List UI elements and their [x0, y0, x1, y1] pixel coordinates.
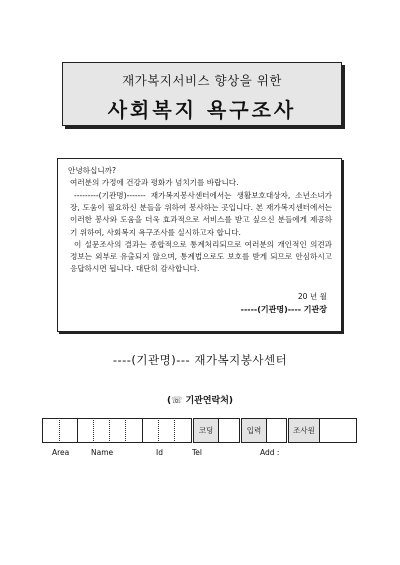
caption-area: Area — [52, 448, 70, 457]
letter-wish: 여러분의 가정에 건강과 평화가 넘치기를 바랍니다. — [70, 178, 239, 187]
caption-id: Id — [156, 448, 163, 457]
id-code-divider — [174, 418, 191, 441]
subtitle: 재가복지서비스 향상을 위한 — [122, 73, 282, 88]
input-label: 입력 — [241, 418, 267, 443]
area-code-divider — [59, 418, 76, 441]
letter-greeting: 안녕하십니까? — [68, 166, 117, 175]
caption-name: Name — [91, 448, 114, 457]
caption-tel: Tel — [192, 448, 203, 457]
surveyor-field[interactable] — [319, 418, 357, 443]
coding-field[interactable] — [218, 418, 240, 443]
caption-add: Add : — [260, 448, 280, 457]
name-code-divider — [109, 418, 126, 441]
contact-label: (☏ 기관연락처) — [166, 396, 234, 406]
page-title: 사회복지 욕구조사 — [107, 98, 297, 122]
letter-date: 20 년 월 — [297, 292, 327, 301]
letter-signature: -----(기관명)---- 기관장 — [240, 305, 327, 314]
name-code-divider — [125, 418, 142, 441]
letter-paragraph-2: 이 설문조사의 결과는 종합적으로 통계처리되므로 여러분의 개인적인 의견과 정보는 외부로 유출되지 않으며, 통계법으로도 보호를 받게 되므로 안심하시고 응답하시면 됩니다. 대단히 감사합니다. — [70, 239, 332, 274]
id-code-divider — [158, 418, 175, 441]
title-box — [62, 62, 342, 126]
input-field[interactable] — [266, 418, 287, 443]
cover-letter-box — [57, 158, 342, 332]
letter-body — [70, 190, 332, 275]
letter-paragraph-1: ---------(기관명)------- 재가복지봉사센터에서는 생활보호대상자, 소년소녀가장, 도움이 필요하신 분들을 위하여 봉사하는 곳입니다. 본 재가복지센터에서는 이러한 봉사와 도움을 더욱 효과적으로 서비스를 받고 싶으신 분들에게 제공하기 위하여, 사회복지 욕구조사를 실시하고자 합니다. — [70, 191, 332, 237]
surveyor-label: 조사원 — [288, 418, 320, 443]
name-code-divider — [93, 418, 110, 441]
coding-label: 코딩 — [193, 418, 219, 443]
center-name: ----(기관명)--- 재가복지봉사센터 — [112, 353, 288, 367]
